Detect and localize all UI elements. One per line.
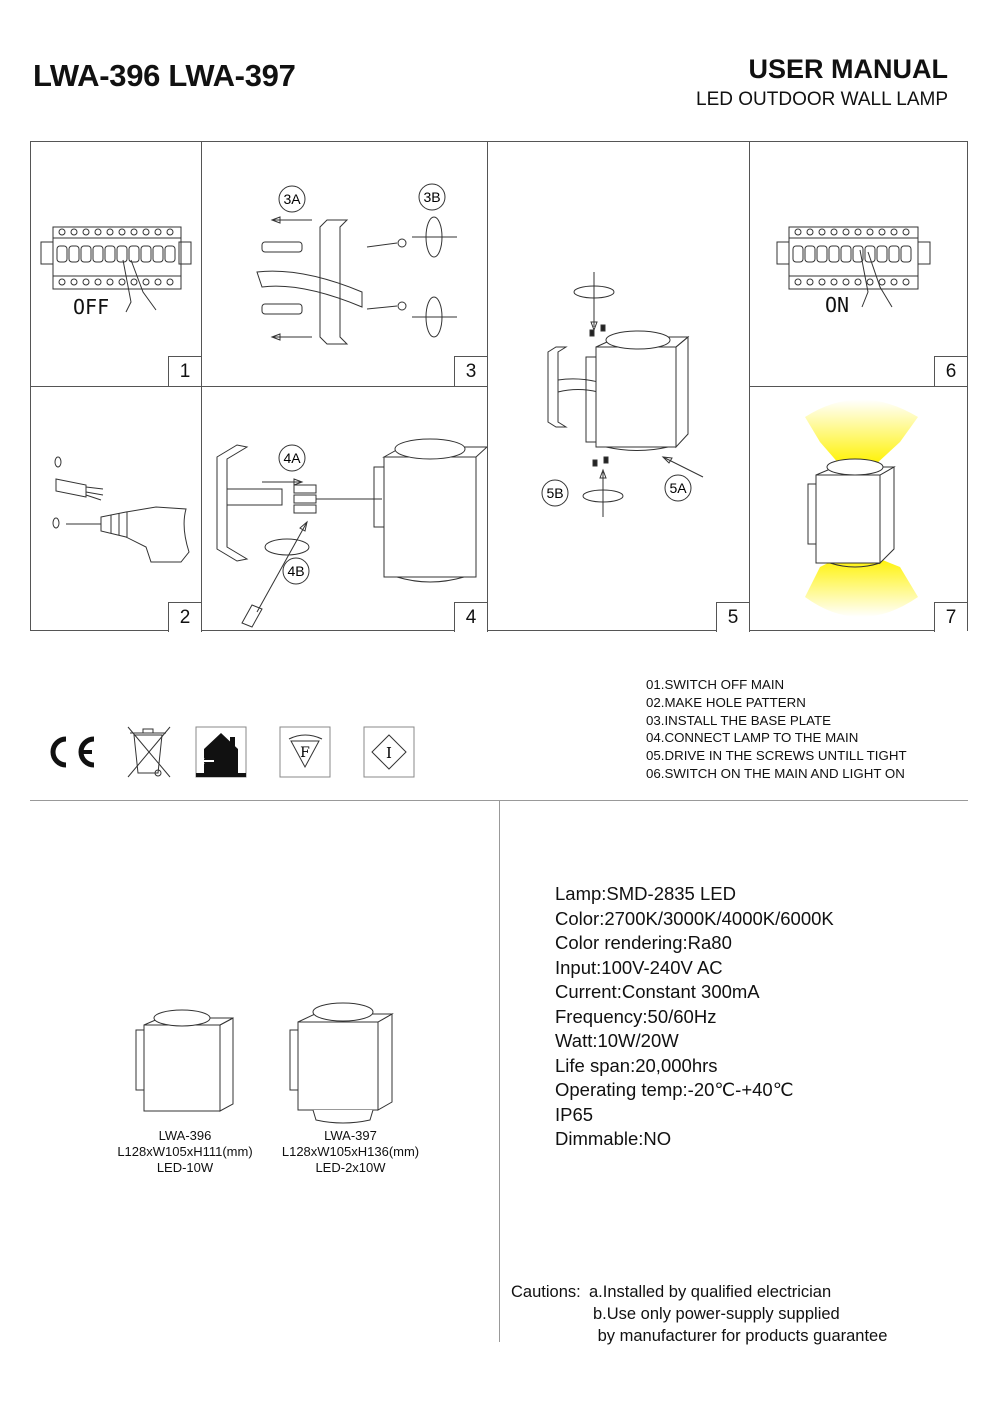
spec-color: Color:2700K/3000K/4000K/6000K (555, 907, 834, 929)
panel-number: 4 (454, 602, 487, 632)
panel-number: 1 (168, 356, 201, 386)
step-item: 06.SWITCH ON THE MAIN AND LIGHT ON (646, 765, 905, 781)
panel-number: 6 (934, 356, 967, 386)
panel-7-light-on (750, 387, 967, 632)
spec-lamp: Lamp:SMD-2835 LED (555, 883, 736, 904)
cautions-label: Cautions: (511, 1283, 581, 1301)
weee-bin-icon (128, 727, 170, 777)
base-plate-install-icon (202, 142, 488, 387)
panel-2-make-hole (31, 387, 202, 632)
spec-ip-rating: IP65 (555, 1103, 594, 1125)
panel-5-drive-screws (488, 142, 750, 632)
svg-text:OFF: OFF (73, 295, 110, 319)
class-i-icon (364, 727, 414, 777)
svg-text:5B: 5B (546, 485, 564, 501)
models-title: LWA-396 LWA-397 (33, 58, 296, 93)
svg-text:I: I (386, 744, 392, 762)
svg-text:3B: 3B (423, 189, 441, 205)
wire-connection-icon (202, 387, 488, 632)
spec-color-rendering: Color rendering:Ra80 (555, 932, 732, 953)
step-item: 03.INSTALL THE BASE PLATE (646, 712, 832, 728)
lwa-397-drawing-icon (290, 1003, 392, 1123)
svg-text:4A: 4A (283, 450, 301, 466)
breaker-panel-on-icon (750, 142, 967, 387)
panel-number: 3 (454, 356, 487, 386)
panel-6-switch-on (750, 142, 967, 387)
panel-4-connect-lamp (202, 387, 488, 632)
step-item: 02.MAKE HOLE PATTERN (646, 694, 806, 710)
caution-line: by manufacturer for products guarantee (593, 1327, 888, 1345)
cautions (511, 1281, 887, 1347)
spec-operating-temp: Operating temp:-20℃-+40℃ (555, 1079, 794, 1100)
spec-frequency: Frequency:50/60Hz (555, 1005, 717, 1027)
panel-number: 2 (168, 602, 201, 632)
f-mark-icon (280, 727, 330, 777)
lamp-mount-screws-icon (488, 142, 750, 632)
lamp-glowing-icon (750, 387, 967, 632)
model-lwa-396: LWA-396 L128xW105xH111(mm) LED-10W (117, 1128, 253, 1175)
panel-1-switch-off (31, 142, 202, 387)
svg-text:ON: ON (825, 293, 850, 317)
specifications (555, 882, 834, 1152)
model-drawings (130, 1000, 430, 1125)
svg-text:3A: 3A (283, 191, 301, 207)
model-lwa-397: LWA-397 L128xW105xH136(mm) LED-2x10W (281, 1128, 420, 1175)
step-item: 05.DRIVE IN THE SCREWS UNTILL TIGHT (646, 748, 907, 764)
drill-icon (31, 387, 202, 632)
spec-dimmable: Dimmable:NO (555, 1128, 672, 1149)
installation-steps (646, 676, 907, 783)
spec-input: Input:100V-240V AC (555, 956, 723, 978)
column-divider (499, 800, 500, 1342)
caution-line: b.Use only power-supply supplied (593, 1305, 840, 1323)
ce-mark-icon (53, 739, 94, 765)
instruction-grid (30, 141, 968, 631)
svg-text:5A: 5A (669, 480, 687, 496)
certification-icons (44, 725, 424, 786)
indoor-house-icon (196, 727, 246, 777)
svg-text:4B: 4B (287, 563, 305, 579)
product-subtitle: LED OUTDOOR WALL LAMP (696, 89, 948, 110)
svg-text:F: F (300, 745, 310, 761)
spec-life-span: Life span:20,000hrs (555, 1054, 718, 1076)
panel-number: 7 (934, 602, 967, 632)
manual-title: USER MANUAL (748, 54, 948, 84)
spec-current: Current:Constant 300mA (555, 981, 760, 1002)
breaker-panel-icon (31, 142, 202, 387)
panel-3-install-base-plate (202, 142, 488, 387)
lwa-396-drawing-icon (136, 1010, 233, 1111)
step-item: 01.SWITCH OFF MAIN (646, 677, 785, 692)
step-item: 04.CONNECT LAMP TO THE MAIN (646, 730, 859, 746)
spec-watt: Watt:10W/20W (555, 1030, 679, 1051)
panel-number: 5 (716, 602, 749, 632)
caution-line: a.Installed by qualified electrician (589, 1283, 832, 1301)
